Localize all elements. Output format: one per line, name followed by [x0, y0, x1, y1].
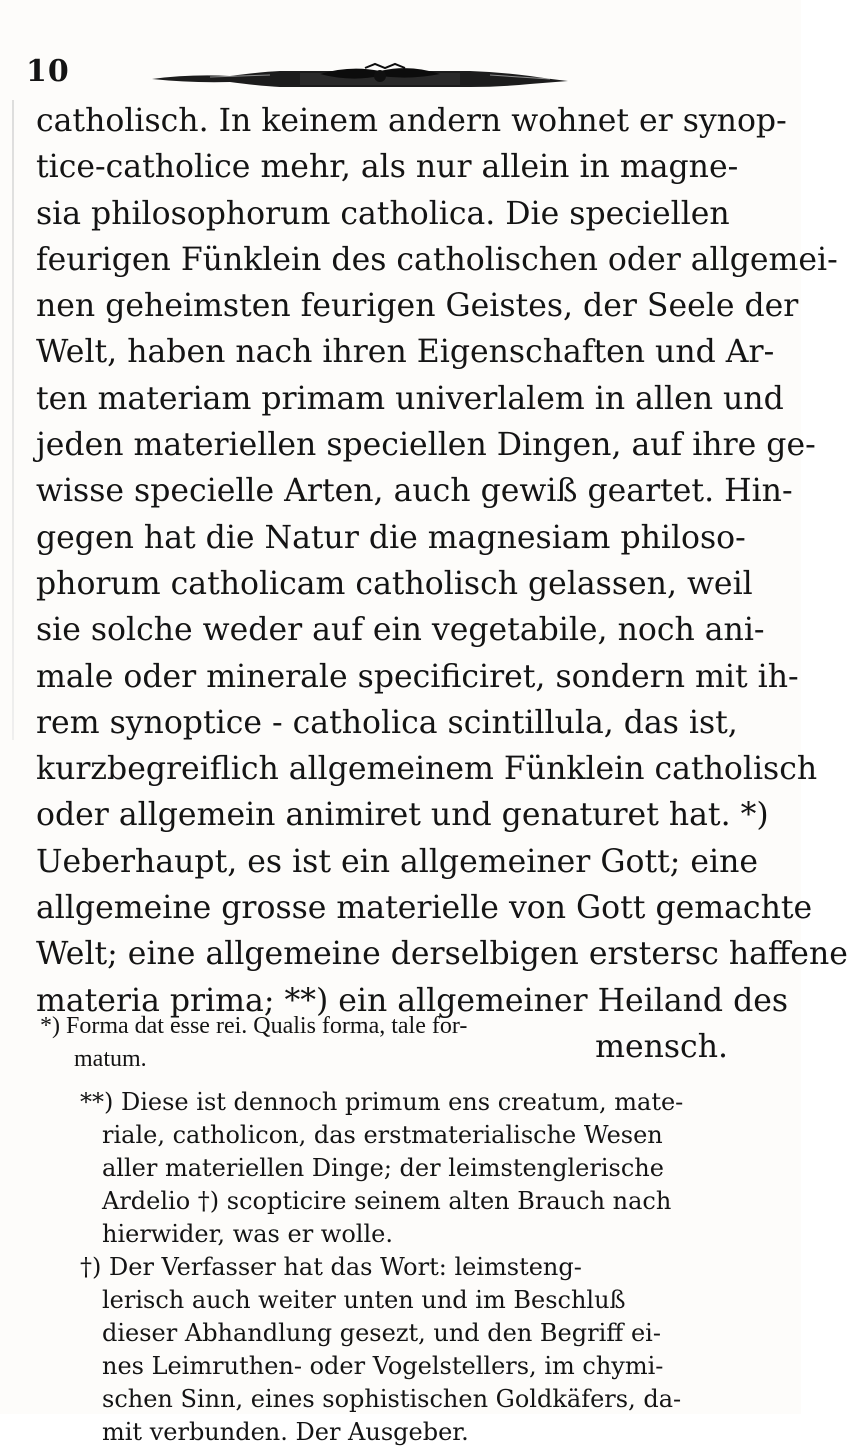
text-line: ten materiam primam univerlalem in allen und [36, 380, 784, 417]
text-line: Ueberhaupt, es ist ein allgemeiner Gott; eine [36, 843, 759, 880]
footnote-line: †) Der Verfasser hat das Wort: leimsteng- [80, 1253, 582, 1281]
footnote-line: lerisch auch weiter unten und im Beschluß [102, 1286, 626, 1314]
text-line: nen geheimsten feurigen Geistes, der Seele der [36, 288, 799, 325]
footnote-line: hierwider, was er wolle. [102, 1220, 393, 1248]
footnote-line: riale, catholicon, das erstmaterialische Wesen [102, 1121, 663, 1149]
text-line: male oder minerale specificiret, sondern mit ih- [36, 658, 799, 695]
text-line: feurigen Fünklein des catholischen oder allgemei- [36, 241, 838, 278]
footnote-line: matum. [74, 1046, 147, 1072]
text-line: phorum catholicam catholisch gelassen, weil [36, 565, 753, 602]
text-line: gegen hat die Natur die magnesiam philoso- [36, 519, 746, 556]
text-line: oder allgemein animiret und genaturet hat. *) [36, 797, 769, 834]
text-line: rem synoptice - catholica scintillula, das ist, [36, 704, 738, 741]
text-line: sia philosophorum catholica. Die speciellen [36, 195, 730, 232]
footnotes [40, 1010, 760, 1449]
text-line: sie solche weder auf ein vegetabile, noch ani- [36, 612, 765, 649]
text-line: jeden materiellen speciellen Dingen, auf ihre ge- [36, 427, 816, 464]
header-ornament [150, 62, 570, 96]
footnote-line: mit verbunden. Der Ausgeber. [102, 1418, 469, 1446]
text-line: tice-catholice mehr, als nur allein in magne- [36, 149, 739, 186]
text-line: allgemeine grosse materielle von Gott gemachte [36, 890, 813, 927]
text-line: materia prima; **) ein allgemeiner Heiland des [36, 982, 789, 1019]
footnote-line: dieser Abhandlung gesezt, und den Begriff ei- [102, 1319, 661, 1347]
footnote-line: Ardelio †) scopticire seinem alten Brauch nach [102, 1187, 672, 1215]
footnote-line: schen Sinn, eines sophistischen Goldkäfers, da- [102, 1385, 682, 1413]
text-line: catholisch. In keinem andern wohnet er synop- [36, 103, 787, 139]
text-line: wisse specielle Arten, auch gewiß geartet. Hin- [36, 473, 793, 510]
footnote-line: **) Diese ist dennoch primum ens creatum, mate- [80, 1088, 684, 1116]
footnote-line: aller materiellen Dinge; der leimstenglerische [102, 1154, 664, 1182]
text-line: kurzbegreiflich allgemeinem Fünklein catholisch [36, 751, 818, 788]
main-text-body [36, 98, 848, 1070]
text-line: Welt, haben nach ihren Eigenschaften und Ar- [36, 334, 775, 371]
footnote-line: nes Leimruthen- oder Vogelstellers, im chymi- [102, 1352, 664, 1380]
page-edge-shadow [12, 100, 14, 740]
text-line: Welt; eine allgemeine derselbigen erstersc haffene [36, 936, 848, 973]
text-line-final: mensch. [595, 1028, 728, 1065]
footnote-line: *) Forma dat esse rei. Qualis forma, tale for- [40, 1013, 468, 1039]
page-number: 10 [26, 54, 70, 89]
